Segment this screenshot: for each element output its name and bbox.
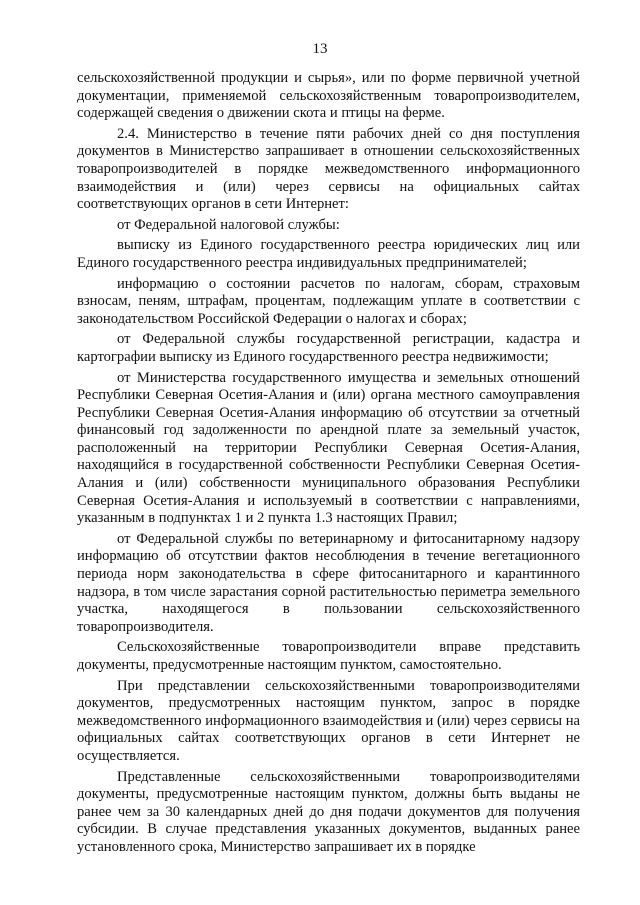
paragraph-validity-period: Представленные сельскохозяйственными товаропроизводителями документы, предусмотренные настоящим пунктом, должны быть выданы не ранее чем за 30 календарных дней до дня подачи документов для получения субсидии. В случае представления указанных документов, выданных ранее установленного срока, Министерство запрашивает их в порядке [77, 768, 580, 855]
paragraph-section-2-4: 2.4. Министерство в течение пяти рабочих дней со дня поступления документов в Министерство запрашивает в отношении сельскохозяйственных товаропроизводителей в порядке межведомственного информационного взаимодействия и (или) через сервисы на официальных сайтах соответствующих органов в сети Интернет: [77, 125, 580, 213]
paragraph-tax-settlements: информацию о состоянии расчетов по налогам, сборам, страховым взносам, пеням, штрафам, процентам, подлежащим уплате в соответствии с законодательством Российской Федерации о налогах и сборах; [77, 275, 580, 327]
paragraph-continuation: сельскохозяйственной продукции и сырья», или по форме первичной учетной документации, применяемой сельскохозяйственным товаропроизводителем, содержащей сведения о движении скота и птицы на ферме. [77, 70, 580, 122]
paragraph-ministry-property: от Министерства государственного имущества и земельных отношений Республики Северная Осетия-Алания и (или) органа местного самоуправления Республики Северная Осетия-Алания информацию об отсутствии за отчетный финансовый год задолженности по арендной плате за земельный участок, расположенный на территории Республики Северная Осетия-Алания, находящийся в государственной собственности Республики Северная Осетия-Алания и (или) собственности муниципального образования Республики Северная Осетия-Алания и используемый в соответствии с направлениями, указанным в подпунктах 1 и 2 пункта 1.3 настоящих Правил; [77, 369, 580, 527]
paragraph-no-request: При представлении сельскохозяйственными товаропроизводителями документов, предусмотренных настоящим пунктом, запрос в порядке межведомственного информационного взаимодействия и (или) через сервисы на официальных сайтах соответствующих органов в сети Интернет не осуществляется. [77, 677, 580, 764]
document-body [77, 70, 580, 857]
paragraph-rosreestr: от Федеральной службы государственной регистрации, кадастра и картографии выписку из Единого государственного реестра недвижимости; [77, 331, 580, 365]
paragraph-self-submission: Сельскохозяйственные товаропроизводители вправе представить документы, предусмотренные настоящим пунктом, самостоятельно. [77, 639, 580, 673]
paragraph-rosselkhoznadzor: от Федеральной службы по ветеринарному и фитосанитарному надзору информацию об отсутствии фактов несоблюдения в течение вегетационного периода норм законодательства в сфере фитосанитарного и карантинного надзора, в том числе зарастания сорной растительностью периметра земельного участка, находящегося в пользовании сельскохозяйственного товаропроизводителя. [77, 530, 580, 635]
paragraph-fns-heading: от Федеральной налоговой службы: [117, 216, 340, 233]
page-number: 13 [312, 41, 328, 57]
paragraph-egrul-extract: выписку из Единого государственного реестра юридических лиц или Единого государственного реестра индивидуальных предпринимателей; [77, 237, 580, 271]
